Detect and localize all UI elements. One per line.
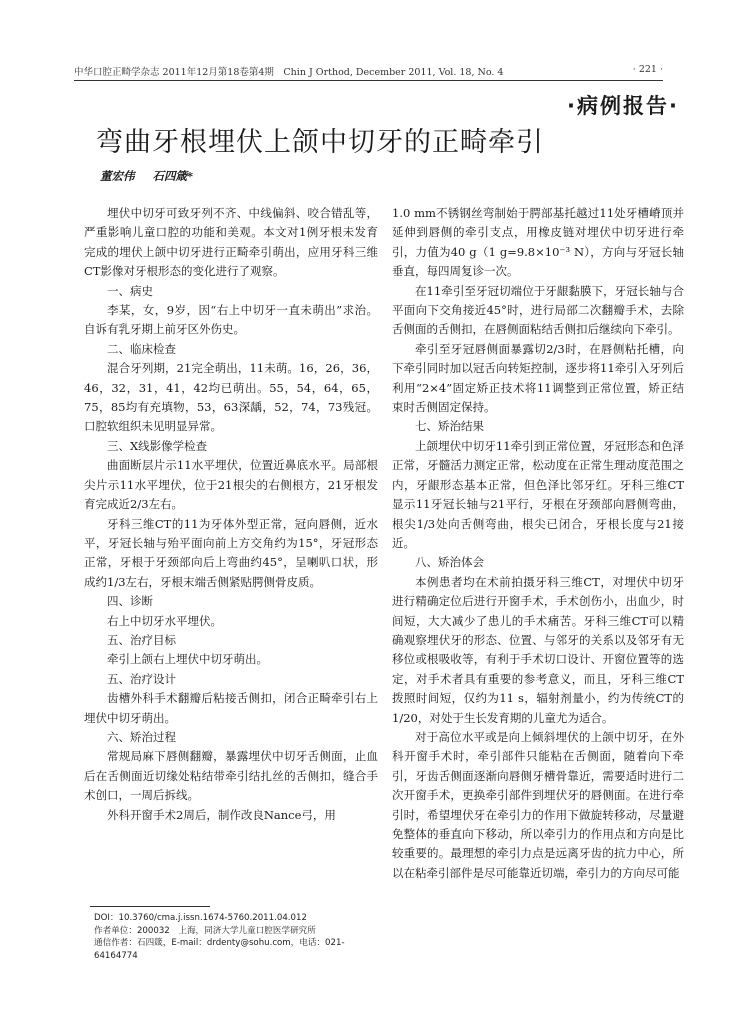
right-column (392, 204, 684, 883)
section-heading: 四、诊断 (107, 594, 153, 609)
header-rule (74, 80, 663, 81)
footnote-affiliation: 作者单位：200032 上海，同济大学儿童口腔医学研究所 (94, 925, 316, 936)
author: 董宏伟 (100, 169, 135, 183)
paragraph: 混合牙列期，21完全萌出，11未萌。16，26，36，46，32，31，41，42均已萌出。55，54，64，65，75，85均有充填物，53，63深龋，52，74，73残冠。口腔软组织未见明显异常。 (84, 361, 378, 434)
section-label: ·病例报告· (567, 94, 679, 118)
running-header (74, 64, 663, 78)
section-heading: 六、矫治过程 (107, 729, 176, 744)
left-column (84, 204, 378, 825)
section-heading: 五、治疗设计 (107, 671, 176, 686)
article-title: 弯曲牙根埋伏上颌中切牙的正畸牵引 (96, 127, 544, 158)
footnote-rule (90, 906, 210, 907)
paragraph: 在11牵引至牙冠切端位于牙龈黏膜下，牙冠长轴与合平面向下交角接近45°时，进行局部二次翻瓣手术，去除舌侧面的舌侧扣，在唇侧面粘结舌侧扣后继续向下牵引。 (392, 283, 684, 337)
paragraph: 牵引至牙冠唇侧面暴露切2/3时，在唇侧粘托槽，向下牵引同时加以冠舌向转矩控制，逐步将11牵引入牙列后利用“2×4”固定矫正技术将11调整到正常位置，矫正结束时舌侧固定保持。 (392, 341, 684, 415)
paragraph: 牙科三维CT的11为牙体外型正常，冠向唇侧，近水平，牙冠长轴与殆平面向前上方交角约为15°，牙冠形态正常，牙根于牙颈部向后上弯曲约45°，呈喇叭口状，形成约1/3左右，牙根末端舌侧紧贴腭侧骨皮质。 (84, 516, 378, 589)
paragraph: 上颌埋伏中切牙11牵引到正常位置，牙冠形态和色泽正常，牙髓活力测定正常，松动度在正常生理动度范围之内，牙龈形态基本正常，但色泽比邻牙红。牙科三维CT显示11牙冠长轴与21平行，牙根在牙颈部向唇侧弯曲，根尖1/3处向舌侧弯曲，根尖已闭合，牙根长度与21接近。 (392, 438, 684, 550)
paragraph: 齿槽外科手术翻瓣后粘接舌侧扣，闭合正畸牵引右上埋伏中切牙萌出。 (84, 691, 378, 725)
paragraph: 对于高位水平或是向上倾斜埋伏的上颌中切牙，在外科开窗手术时，牵引部件只能粘在舌侧面，随着向下牵引，牙齿舌侧面逐渐向唇侧牙槽骨靠近，需要适时进行二次开窗手术，更换牵引部件到埋伏牙的唇侧面。在进行牵引时，希望埋伏牙在牵引力的作用下做旋转移动，尽量避免整体的垂直向下移动，所以牵引力的作用点和方向是比较重要的。最理想的牵引力点是远离牙齿的抗力中心，所以在粘牵引部件是尽可能靠近切端，牵引力的方向尽可能 (392, 729, 684, 880)
paragraph: 1.0 mm不锈钢丝弯制始于腭部基托越过11处牙槽嵴顶并延伸到唇侧的牵引支点，用橡皮链对埋伏中切牙进行牵引，力值为40 g（1 g=9.8×10⁻³ N），方向与牙冠长轴垂直，每四周复诊一次。 (392, 206, 684, 279)
footnote-correspondence: 通信作者：石四箴，E-mail：drdenty@sohu.com，电话：021-64164774 (94, 938, 345, 961)
paragraph: 外科开窗手术2周后，制作改良Nance弓，用 (107, 807, 336, 822)
paragraph: 牵引上颌右上埋伏中切牙萌出。 (107, 652, 268, 667)
paragraph: 曲面断层片示11水平埋伏，位置近鼻底水平。局部根尖片示11水平埋伏，位于21根尖的右侧根方，21牙根发育完成近2/3左右。 (84, 458, 378, 512)
section-heading: 二、临床检查 (107, 341, 176, 356)
section-heading: 五、治疗目标 (107, 632, 176, 647)
author: 石四箴* (152, 169, 194, 183)
footnote-doi: DOI：10.3760/cma.j.issn.1674-5760.2011.04.012 (94, 913, 307, 923)
page-number: · 221 · (632, 64, 663, 75)
paragraph: 常规局麻下唇侧翻瓣，暴露埋伏中切牙舌侧面，止血后在舌侧面近切缘处粘结带牵引结扎丝的舌侧扣，缝合手术创口，一周后拆线。 (84, 749, 378, 803)
footnotes (90, 912, 382, 962)
paragraph: 李某，女，9岁，因“右上中切牙一直未萌出”求治。自诉有乳牙期上前牙区外伤史。 (84, 303, 378, 337)
paragraph: 埋伏中切牙可致牙列不齐、中线偏斜、咬合错乱等，严重影响儿童口腔的功能和美观。本文对1例牙根未发育完成的埋伏上颌中切牙进行正畸牵引萌出，应用牙科三维CT影像对牙根形态的变化进行了观察。 (84, 206, 378, 279)
author-list (100, 168, 207, 184)
section-heading: 一、病史 (107, 283, 153, 298)
section-heading: 七、矫治结果 (415, 419, 484, 434)
paragraph: 本例患者均在术前拍摄牙科三维CT，对埋伏中切牙进行精确定位后进行开窗手术，手术创伤小，出血少，时间短，大大减少了患儿的手术痛苦。牙科三维CT可以精确观察埋伏牙的形态、位置、与邻牙的关系以及邻牙有无移位或根吸收等，有利于手术切口设计、开窗位置等的选定，对手术者具有重要的参考意义，而且，牙科三维CT拨照时间短，仅约为11 s，辐射剂量小，约为传统CT的1/20，对处于生长发育期的儿童尤为适合。 (392, 574, 684, 725)
section-heading: 三、X线影像学检查 (107, 438, 208, 453)
paragraph: 右上中切牙水平埋伏。 (107, 613, 222, 628)
section-heading: 八、矫治体会 (415, 555, 484, 570)
journal-citation: 中华口腔正畸学杂志 2011年12月第18卷第4期 Chin J Orthod, December 2011, Vol. 18, No. 4 (74, 67, 504, 78)
